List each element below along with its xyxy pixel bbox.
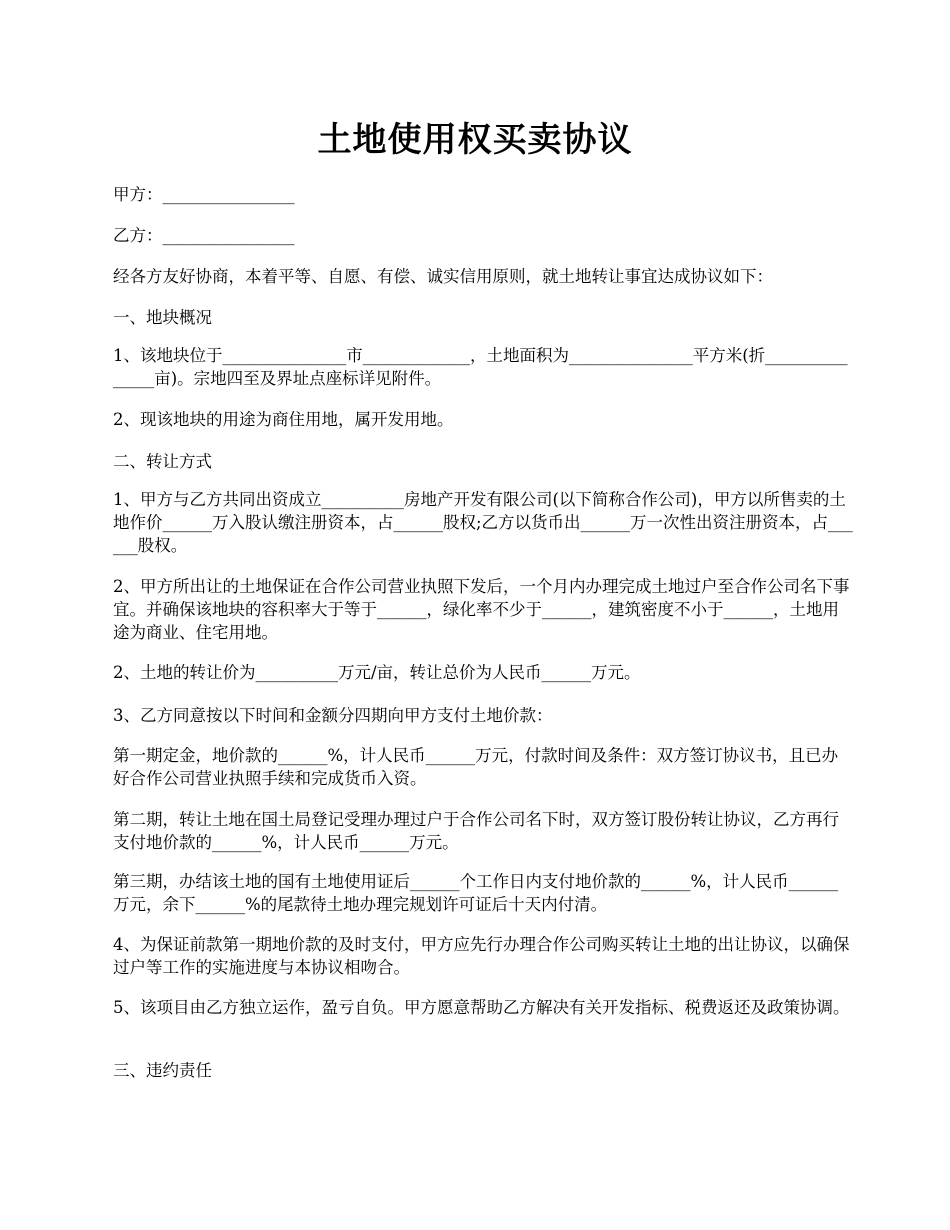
clause-payment-assurance: 4、为保证前款第一期地价款的及时支付，甲方应先行办理合作公司购买转让土地的出让协议，以确保过户等工作的实施进度与本协议相吻合。: [113, 935, 850, 977]
payment-phase-3: 第三期，办结该土地的国有土地使用证后______个工作日内支付地价款的______%，计人民币______万元，余下______%的尾款待土地办理完规划许可证后十天内付清。: [113, 872, 839, 914]
clause-parcel-usage: 2、现该地块的用途为商住用地，属开发用地。: [113, 410, 454, 429]
section-heading-parcel-overview: 一、地块概况: [113, 308, 212, 327]
party-a-line: 甲方：________________: [113, 185, 295, 204]
clause-land-transfer-guarantee: 2、甲方所出让的土地保证在合作公司营业执照下发后，一个月内办理完成土地过户至合作公司名下事宜。并确保该地块的容积率大于等于______，绿化率不少于______，建筑密度不小于______，土地用途为商业、住宅用地。: [113, 577, 850, 642]
clause-joint-company: 1、甲方与乙方共同出资成立__________房地产开发有限公司(以下简称合作公司)，甲方以所售卖的土地作价______万入股认缴注册资本，占______股权;乙方以货币出______万一次性出资注册资本，占______股权。: [113, 490, 853, 555]
clause-payment-schedule: 3、乙方同意按以下时间和金额分四期向甲方支付土地价款：: [113, 706, 553, 725]
payment-phase-1: 第一期定金，地价款的______%，计人民币______万元，付款时间及条件：双方签订协议书，且已办好合作公司营业执照手续和完成货币入资。: [113, 746, 839, 788]
clause-parcel-location: 1、该地块位于_______________市_____________，土地面积为_______________平方米(折_______________亩)。宗地四至及界址点座标详见附件。: [113, 346, 848, 388]
section-heading-transfer-method: 二、转让方式: [113, 452, 212, 471]
party-b-line: 乙方：________________: [113, 226, 295, 245]
section-heading-breach-liability: 三、违约责任: [113, 1061, 212, 1080]
document-title: 土地使用权买卖协议: [317, 120, 633, 160]
clause-project-operation: 5、该项目由乙方独立运作，盈亏自负。甲方愿意帮助乙方解决有关开发指标、税费返还及政策协调。: [113, 998, 850, 1017]
payment-phase-2: 第二期，转让土地在国土局登记受理办理过户于合作公司名下时，双方签订股份转让协议，乙方再行支付地价款的______%，计人民币______万元。: [113, 810, 839, 852]
clause-transfer-price: 2、土地的转让价为__________万元/亩，转让总价为人民币______万元。: [113, 663, 641, 682]
preamble: 经各方友好协商，本着平等、自愿、有偿、诚实信用原则，就土地转让事宜达成协议如下：: [113, 267, 773, 286]
